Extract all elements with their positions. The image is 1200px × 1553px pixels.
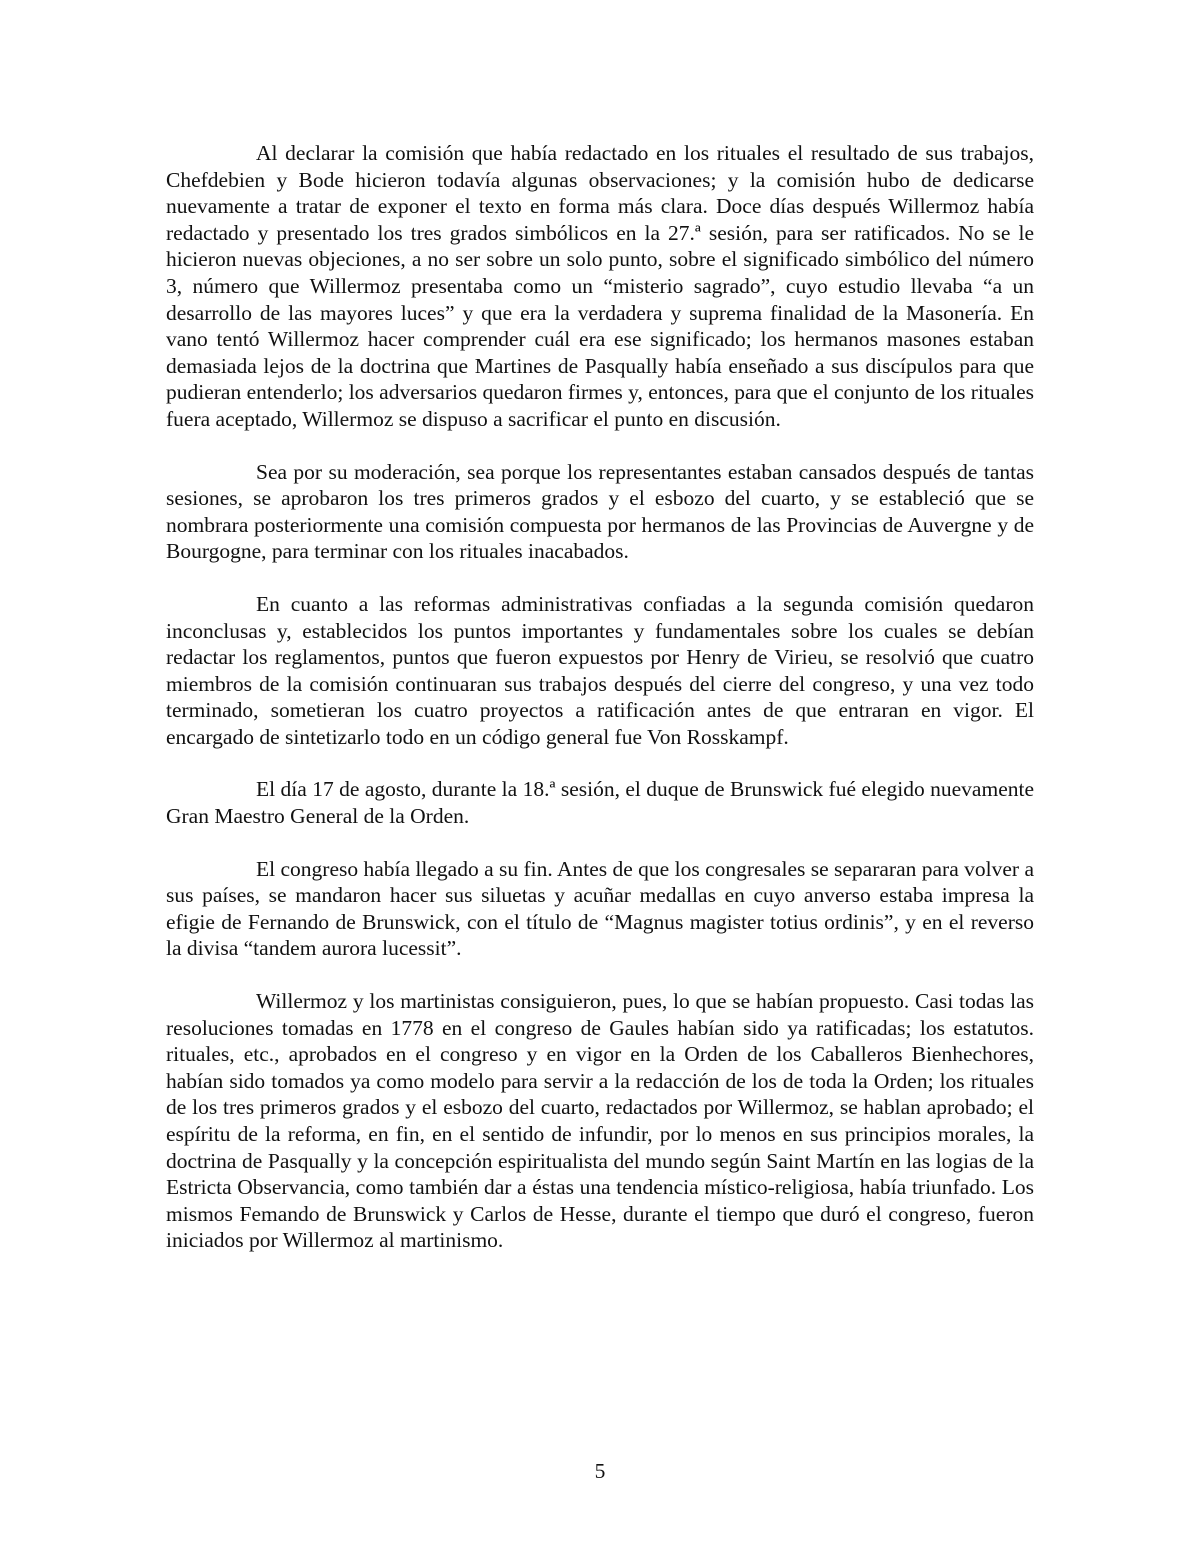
paragraph-2: Sea por su moderación, sea porque los representantes estaban cansados después de tantas sesiones, se aprobaron los tres primeros grados y el esbozo del cuarto, y se estableció que se nombrara posteriormente una comisión compuesta por hermanos de las Provincias de Auvergne y de Bourgogne, para terminar con los rituales inacabados. (166, 459, 1034, 564)
paragraph-1: Al declarar la comisión que había redactado en los rituales el resultado de sus trabajos, Chefdebien y Bode hicieron todavía algunas observaciones; y la comisión hubo de dedicarse nuevamente a tratar de exponer el texto en forma más clara. Doce días después Willermoz había redactado y presentado los tres grados simbólicos en la 27.ª sesión, para ser ratificados. No se le hicieron nuevas objeciones, a no ser sobre un solo punto, sobre el significado simbólico del número 3, número que Willermoz presentaba como un “misterio sagrado”, cuyo estudio llevaba “a un desarrollo de las mayores luces” y que era la verdadera y suprema finalidad de la Masonería. En vano tentó Willermoz hacer comprender cuál era ese significado; los hermanos masones estaban demasiada lejos de la doctrina que Martines de Pasqually había enseñado a sus discípulos para que pudieran entenderlo; los adversarios quedaron firmes y, entonces, para que el conjunto de los rituales fuera aceptado, Willermoz se dispuso a sacrificar el punto en discusión. (166, 141, 1034, 431)
page-number: 5 (594, 1459, 606, 1483)
paragraph-6: Willermoz y los martinistas consiguieron, pues, lo que se habían propuesto. Casi todas las resoluciones tomadas en 1778 en el congreso de Gaules habían sido ya ratificadas; los estatutos. rituales, etc., aprobados en el congreso y en vigor en la Orden de los Caballeros Bienhechores, habían sido tomados ya como modelo para servir a la redacción de los de toda la Orden; los rituales de los tres primeros grados y el esbozo del cuarto, redactados por Willermoz, se hablan aprobado; el espíritu de la reforma, en fin, en el sentido de infundir, por lo menos en sus principios morales, la doctrina de Pasqually y la concepción espiritualista del mundo según Saint Martín en las logias de la Estricta Observancia, como también dar a éstas una tendencia místico-religiosa, había triunfado. Los mismos Femando de Brunswick y Carlos de Hesse, durante el tiempo que duró el congreso, fueron iniciados por Willermoz al martinismo. (166, 989, 1034, 1253)
paragraph-5: El congreso había llegado a su fin. Antes de que los congresales se separaran para volver a sus países, se mandaron hacer sus siluetas y acuñar medallas en cuyo anverso estaba impresa la efigie de Fernando de Brunswick, con el título de “Magnus magister totius ordinis”, y en el reverso la divisa “tandem aurora lucessit”. (166, 856, 1034, 961)
paragraph-4: El día 17 de agosto, durante la 18.ª sesión, el duque de Brunswick fué elegido nuevamente Gran Maestro General de la Orden. (166, 777, 1034, 829)
document-body (166, 140, 1034, 1280)
paragraph-3: En cuanto a las reformas administrativas confiadas a la segunda comisión quedaron inconclusas y, establecidos los puntos importantes y fundamentales sobre los cuales se debían redactar los reglamentos, puntos que fueron expuestos por Henry de Virieu, se resolvió que cuatro miembros de la comisión continuaran sus trabajos después del cierre del congreso, y una vez todo terminado, sometieran los cuatro proyectos a ratificación antes de que entraran en vigor. El encargado de sintetizarlo todo en un código general fue Von Rosskampf. (166, 591, 1034, 749)
